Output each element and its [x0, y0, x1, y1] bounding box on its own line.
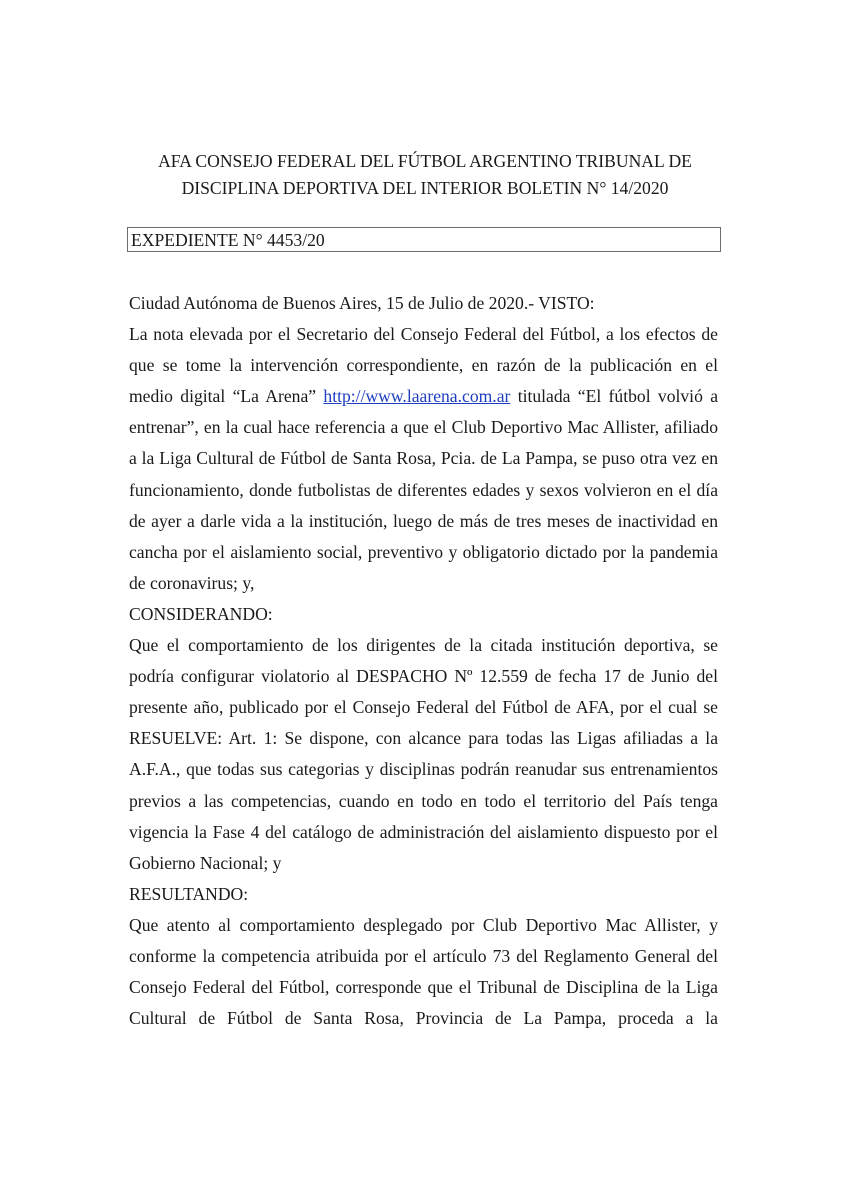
body-line: cancha por el aislamiento social, preventivo y obligatorio dictado por la pandemia [129, 541, 718, 562]
body-line: Cultural de Fútbol de Santa Rosa, Provincia de La Pampa, proceda a la [129, 1008, 718, 1029]
document-body [129, 288, 718, 1034]
body-line: entrenar”, en la cual hace referencia a que el Club Deportivo Mac Allister, afiliado [129, 417, 718, 438]
body-line: RESULTANDO: [129, 883, 249, 904]
body-line-text: medio digital “La Arena” [129, 386, 324, 407]
body-line: A.F.A., que todas sus categorias y disciplinas podrán reanudar sus entrenamientos [129, 759, 718, 780]
body-line [129, 381, 718, 412]
document-title [128, 148, 722, 202]
body-line: vigencia la Fase 4 del catálogo de administración del aislamiento dispuesto por el [129, 821, 718, 842]
body-line: Consejo Federal del Fútbol, corresponde que el Tribunal de Disciplina de la Liga [129, 977, 718, 998]
body-line: La nota elevada por el Secretario del Consejo Federal del Fútbol, a los efectos de [129, 324, 718, 345]
laarena-link[interactable]: http://www.laarena.com.ar [323, 386, 511, 407]
body-line: RESUELVE: Art. 1: Se dispone, con alcance para todas las Ligas afiliadas a la [129, 728, 718, 749]
body-line: Gobierno Nacional; y [129, 852, 282, 873]
body-line: previos a las competencias, cuando en todo en todo el territorio del País tenga [129, 790, 718, 811]
body-line: Que atento al comportamiento desplegado por Club Deportivo Mac Allister, y [129, 914, 718, 935]
body-line: funcionamiento, donde futbolistas de diferentes edades y sexos volvieron en el día [129, 479, 718, 500]
body-line: Que el comportamiento de los dirigentes de la citada institución deportiva, se [129, 635, 718, 656]
body-line-text: titulada “El fútbol volvió a [510, 386, 719, 407]
expediente-number: EXPEDIENTE N° 4453/20 [131, 230, 325, 250]
body-line: de ayer a darle vida a la institución, luego de más de tres meses de inactividad en [129, 510, 718, 531]
body-line: de coronavirus; y, [129, 572, 255, 593]
title-line-1: AFA CONSEJO FEDERAL DEL FÚTBOL ARGENTINO TRIBUNAL DE [158, 151, 692, 171]
title-line-2: DISCIPLINA DEPORTIVA DEL INTERIOR BOLETIN N° 14/2020 [181, 178, 669, 198]
body-line: que se tome la intervención correspondiente, en razón de la publicación en el [129, 355, 718, 376]
expediente-box [127, 227, 721, 252]
body-line: presente año, publicado por el Consejo Federal del Fútbol de AFA, por el cual se [129, 697, 718, 718]
body-line: a la Liga Cultural de Fútbol de Santa Rosa, Pcia. de La Pampa, se puso otra vez en [129, 448, 718, 469]
body-line: conforme la competencia atribuida por el artículo 73 del Reglamento General del [129, 945, 718, 966]
body-line: CONSIDERANDO: [129, 603, 273, 624]
body-line: Ciudad Autónoma de Buenos Aires, 15 de Julio de 2020.- VISTO: [129, 293, 595, 313]
body-line: podría configurar violatorio al DESPACHO Nº 12.559 de fecha 17 de Junio del [129, 666, 718, 687]
